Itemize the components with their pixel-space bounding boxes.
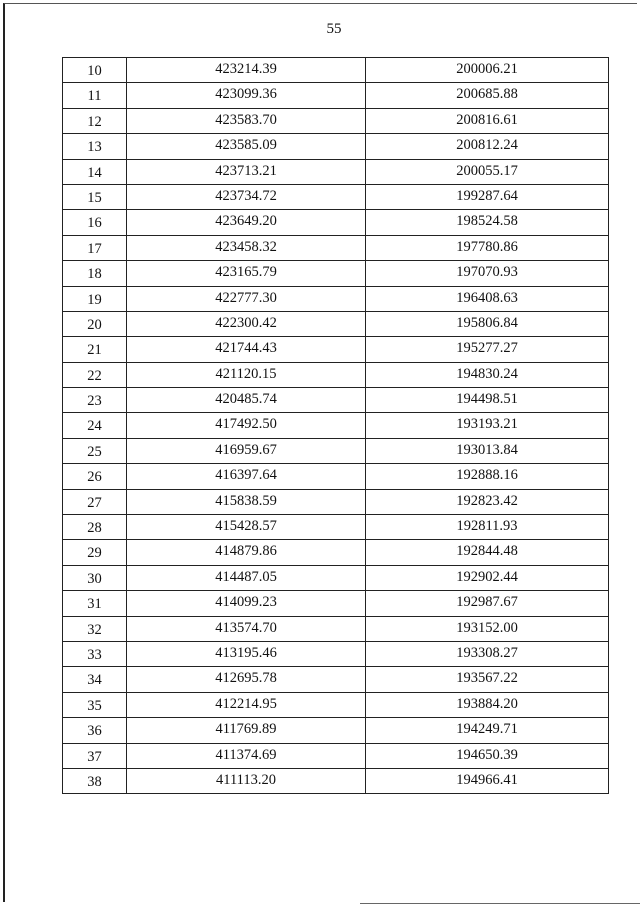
y-coordinate-cell-text: 195277.27 bbox=[456, 340, 518, 357]
point-number-cell bbox=[63, 362, 127, 387]
y-coordinate-cell bbox=[366, 464, 609, 489]
point-number-cell bbox=[63, 261, 127, 286]
y-coordinate-cell-text: 194650.39 bbox=[456, 746, 518, 763]
x-coordinate-cell bbox=[127, 210, 366, 235]
x-coordinate-cell-text: 417492.50 bbox=[215, 416, 277, 433]
y-coordinate-cell bbox=[366, 83, 609, 108]
table-row bbox=[63, 591, 609, 616]
x-coordinate-cell bbox=[127, 159, 366, 184]
point-number-cell bbox=[63, 464, 127, 489]
point-number-cell-text: 12 bbox=[87, 113, 102, 130]
x-coordinate-cell bbox=[127, 464, 366, 489]
x-coordinate-cell-text: 421744.43 bbox=[215, 340, 277, 357]
y-coordinate-cell bbox=[366, 667, 609, 692]
y-coordinate-cell bbox=[366, 743, 609, 768]
table-row bbox=[63, 438, 609, 463]
table-row bbox=[63, 286, 609, 311]
table-row bbox=[63, 337, 609, 362]
x-coordinate-cell-text: 413195.46 bbox=[215, 644, 277, 661]
table-row bbox=[63, 362, 609, 387]
x-coordinate-cell-text: 423713.21 bbox=[215, 162, 277, 179]
x-coordinate-cell bbox=[127, 768, 366, 793]
y-coordinate-cell bbox=[366, 184, 609, 209]
x-coordinate-cell-text: 421120.15 bbox=[215, 365, 277, 382]
y-coordinate-cell-text: 199287.64 bbox=[456, 187, 518, 204]
y-coordinate-cell bbox=[366, 388, 609, 413]
y-coordinate-cell bbox=[366, 489, 609, 514]
point-number-cell-text: 15 bbox=[87, 189, 102, 206]
point-number-cell-text: 32 bbox=[87, 621, 102, 638]
x-coordinate-cell-text: 423099.36 bbox=[215, 86, 277, 103]
bottom-rule bbox=[360, 903, 640, 904]
y-coordinate-cell-text: 196408.63 bbox=[456, 289, 518, 306]
x-coordinate-cell bbox=[127, 311, 366, 336]
table-row bbox=[63, 667, 609, 692]
y-coordinate-cell-text: 192811.93 bbox=[456, 518, 518, 535]
table-row bbox=[63, 210, 609, 235]
table-row bbox=[63, 464, 609, 489]
x-coordinate-cell bbox=[127, 692, 366, 717]
x-coordinate-cell bbox=[127, 184, 366, 209]
x-coordinate-cell-text: 423458.32 bbox=[215, 238, 277, 255]
point-number-cell bbox=[63, 58, 127, 83]
table-row bbox=[63, 641, 609, 666]
y-coordinate-cell bbox=[366, 286, 609, 311]
point-number-cell-text: 20 bbox=[87, 316, 102, 333]
point-number-cell bbox=[63, 743, 127, 768]
table-row bbox=[63, 743, 609, 768]
x-coordinate-cell-text: 414879.86 bbox=[215, 543, 277, 560]
table-row bbox=[63, 692, 609, 717]
point-number-cell bbox=[63, 235, 127, 260]
point-number-cell bbox=[63, 83, 127, 108]
y-coordinate-cell-text: 193013.84 bbox=[456, 441, 518, 458]
point-number-cell-text: 27 bbox=[87, 494, 102, 511]
page-number: 55 bbox=[326, 21, 342, 37]
y-coordinate-cell bbox=[366, 540, 609, 565]
y-coordinate-cell bbox=[366, 210, 609, 235]
point-number-cell bbox=[63, 337, 127, 362]
x-coordinate-cell bbox=[127, 591, 366, 616]
point-number-cell-text: 35 bbox=[87, 697, 102, 714]
point-number-cell-text: 19 bbox=[87, 291, 102, 308]
point-number-cell-text: 34 bbox=[87, 672, 102, 689]
y-coordinate-cell-text: 192902.44 bbox=[456, 568, 518, 585]
point-number-cell bbox=[63, 667, 127, 692]
y-coordinate-cell bbox=[366, 58, 609, 83]
table-row bbox=[63, 540, 609, 565]
x-coordinate-cell-text: 412695.78 bbox=[215, 670, 277, 687]
x-coordinate-cell-text: 415428.57 bbox=[215, 518, 277, 535]
point-number-cell-text: 33 bbox=[87, 646, 102, 663]
x-coordinate-cell-text: 414099.23 bbox=[215, 594, 277, 611]
x-coordinate-cell-text: 423585.09 bbox=[215, 137, 277, 154]
y-coordinate-cell-text: 193193.21 bbox=[456, 416, 518, 433]
y-coordinate-cell bbox=[366, 692, 609, 717]
y-coordinate-cell-text: 197780.86 bbox=[456, 238, 518, 255]
x-coordinate-cell-text: 411113.20 bbox=[215, 771, 276, 788]
y-coordinate-cell-text: 192823.42 bbox=[456, 492, 518, 509]
y-coordinate-cell bbox=[366, 413, 609, 438]
y-coordinate-cell-text: 194498.51 bbox=[456, 391, 518, 408]
x-coordinate-cell-text: 422300.42 bbox=[215, 314, 277, 331]
x-coordinate-cell bbox=[127, 413, 366, 438]
y-coordinate-cell-text: 200685.88 bbox=[456, 86, 518, 103]
y-coordinate-cell-text: 200006.21 bbox=[456, 61, 518, 77]
table-row bbox=[63, 413, 609, 438]
point-number-cell bbox=[63, 565, 127, 590]
point-number-cell-text: 17 bbox=[87, 240, 102, 257]
x-coordinate-cell bbox=[127, 362, 366, 387]
point-number-cell bbox=[63, 134, 127, 159]
y-coordinate-cell-text: 197070.93 bbox=[456, 264, 518, 281]
table-row bbox=[63, 159, 609, 184]
x-coordinate-cell bbox=[127, 667, 366, 692]
point-number-cell-text: 30 bbox=[87, 570, 102, 587]
point-number-cell-text: 37 bbox=[87, 748, 102, 765]
y-coordinate-cell-text: 193567.22 bbox=[456, 670, 518, 687]
y-coordinate-cell bbox=[366, 159, 609, 184]
point-number-cell-text: 22 bbox=[87, 367, 102, 384]
point-number-cell-text: 18 bbox=[87, 266, 102, 283]
x-coordinate-cell-text: 422777.30 bbox=[215, 289, 277, 306]
table-row bbox=[63, 58, 609, 83]
y-coordinate-cell-text: 194249.71 bbox=[456, 721, 518, 738]
point-number-cell bbox=[63, 388, 127, 413]
y-coordinate-cell bbox=[366, 768, 609, 793]
x-coordinate-cell-text: 416959.67 bbox=[215, 441, 277, 458]
y-coordinate-cell-text: 192844.48 bbox=[456, 543, 518, 560]
x-coordinate-cell-text: 423583.70 bbox=[215, 111, 277, 128]
table-row bbox=[63, 261, 609, 286]
x-coordinate-cell-text: 416397.64 bbox=[215, 467, 277, 484]
x-coordinate-cell bbox=[127, 616, 366, 641]
table-row bbox=[63, 565, 609, 590]
point-number-cell-text: 10 bbox=[87, 63, 102, 79]
point-number-cell bbox=[63, 438, 127, 463]
y-coordinate-cell bbox=[366, 362, 609, 387]
x-coordinate-cell-text: 423214.39 bbox=[215, 61, 277, 77]
point-number-cell bbox=[63, 159, 127, 184]
table-row bbox=[63, 616, 609, 641]
point-number-cell bbox=[63, 718, 127, 743]
x-coordinate-cell bbox=[127, 641, 366, 666]
x-coordinate-cell-text: 411769.89 bbox=[215, 721, 277, 738]
y-coordinate-cell bbox=[366, 311, 609, 336]
y-coordinate-cell-text: 200816.61 bbox=[456, 111, 518, 128]
x-coordinate-cell-text: 423165.79 bbox=[215, 264, 277, 281]
point-number-cell-text: 29 bbox=[87, 545, 102, 562]
x-coordinate-cell bbox=[127, 261, 366, 286]
x-coordinate-cell bbox=[127, 718, 366, 743]
x-coordinate-cell-text: 423649.20 bbox=[215, 213, 277, 230]
point-number-cell bbox=[63, 311, 127, 336]
point-number-cell-text: 28 bbox=[87, 520, 102, 537]
y-coordinate-cell bbox=[366, 515, 609, 540]
point-number-cell-text: 23 bbox=[87, 393, 102, 410]
y-coordinate-cell bbox=[366, 641, 609, 666]
x-coordinate-cell bbox=[127, 489, 366, 514]
table-row bbox=[63, 489, 609, 514]
y-coordinate-cell-text: 193308.27 bbox=[456, 644, 518, 661]
table-row bbox=[63, 718, 609, 743]
point-number-cell-text: 31 bbox=[87, 596, 102, 613]
coordinates-table bbox=[62, 57, 609, 794]
point-number-cell bbox=[63, 616, 127, 641]
y-coordinate-cell-text: 194830.24 bbox=[456, 365, 518, 382]
y-coordinate-cell bbox=[366, 565, 609, 590]
y-coordinate-cell-text: 198524.58 bbox=[456, 213, 518, 230]
y-coordinate-cell-text: 192987.67 bbox=[456, 594, 518, 611]
x-coordinate-cell-text: 413574.70 bbox=[215, 619, 277, 636]
table-row bbox=[63, 311, 609, 336]
table-row bbox=[63, 515, 609, 540]
x-coordinate-cell-text: 412214.95 bbox=[215, 695, 277, 712]
point-number-cell-text: 26 bbox=[87, 469, 102, 486]
y-coordinate-cell bbox=[366, 616, 609, 641]
x-coordinate-cell bbox=[127, 743, 366, 768]
x-coordinate-cell bbox=[127, 108, 366, 133]
coordinates-table-body bbox=[63, 58, 609, 794]
x-coordinate-cell bbox=[127, 337, 366, 362]
x-coordinate-cell bbox=[127, 540, 366, 565]
x-coordinate-cell bbox=[127, 58, 366, 83]
point-number-cell bbox=[63, 540, 127, 565]
x-coordinate-cell bbox=[127, 515, 366, 540]
x-coordinate-cell-text: 415838.59 bbox=[215, 492, 277, 509]
table-row bbox=[63, 83, 609, 108]
x-coordinate-cell-text: 420485.74 bbox=[215, 391, 277, 408]
table-row bbox=[63, 235, 609, 260]
x-coordinate-cell bbox=[127, 438, 366, 463]
y-coordinate-cell bbox=[366, 438, 609, 463]
y-coordinate-cell bbox=[366, 108, 609, 133]
x-coordinate-cell bbox=[127, 235, 366, 260]
point-number-cell bbox=[63, 108, 127, 133]
y-coordinate-cell-text: 200055.17 bbox=[456, 162, 518, 179]
x-coordinate-cell bbox=[127, 83, 366, 108]
point-number-cell-text: 25 bbox=[87, 443, 102, 460]
y-coordinate-cell bbox=[366, 337, 609, 362]
x-coordinate-cell-text: 414487.05 bbox=[215, 568, 277, 585]
y-coordinate-cell-text: 194966.41 bbox=[456, 771, 518, 788]
y-coordinate-cell bbox=[366, 718, 609, 743]
point-number-cell-text: 13 bbox=[87, 139, 102, 156]
point-number-cell bbox=[63, 286, 127, 311]
point-number-cell-text: 14 bbox=[87, 164, 102, 181]
point-number-cell bbox=[63, 210, 127, 235]
point-number-cell-text: 24 bbox=[87, 418, 102, 435]
table-row bbox=[63, 388, 609, 413]
x-coordinate-cell bbox=[127, 286, 366, 311]
point-number-cell bbox=[63, 515, 127, 540]
y-coordinate-cell bbox=[366, 591, 609, 616]
x-coordinate-cell-text: 411374.69 bbox=[215, 746, 277, 763]
table-row bbox=[63, 768, 609, 793]
table-row bbox=[63, 134, 609, 159]
point-number-cell bbox=[63, 591, 127, 616]
point-number-cell-text: 11 bbox=[87, 88, 102, 105]
y-coordinate-cell bbox=[366, 134, 609, 159]
y-coordinate-cell-text: 200812.24 bbox=[456, 137, 518, 154]
table-row bbox=[63, 108, 609, 133]
point-number-cell-text: 16 bbox=[87, 215, 102, 232]
point-number-cell-text: 36 bbox=[87, 723, 102, 740]
y-coordinate-cell-text: 195806.84 bbox=[456, 314, 518, 331]
x-coordinate-cell bbox=[127, 565, 366, 590]
y-coordinate-cell bbox=[366, 235, 609, 260]
point-number-cell-text: 21 bbox=[87, 342, 102, 359]
x-coordinate-cell-text: 423734.72 bbox=[215, 187, 277, 204]
x-coordinate-cell bbox=[127, 388, 366, 413]
point-number-cell bbox=[63, 692, 127, 717]
point-number-cell bbox=[63, 489, 127, 514]
y-coordinate-cell-text: 192888.16 bbox=[456, 467, 518, 484]
point-number-cell-text: 38 bbox=[87, 773, 102, 790]
point-number-cell bbox=[63, 413, 127, 438]
y-coordinate-cell-text: 193152.00 bbox=[456, 619, 518, 636]
table-row bbox=[63, 184, 609, 209]
y-coordinate-cell bbox=[366, 261, 609, 286]
point-number-cell bbox=[63, 641, 127, 666]
point-number-cell bbox=[63, 768, 127, 793]
x-coordinate-cell bbox=[127, 134, 366, 159]
y-coordinate-cell-text: 193884.20 bbox=[456, 695, 518, 712]
point-number-cell bbox=[63, 184, 127, 209]
